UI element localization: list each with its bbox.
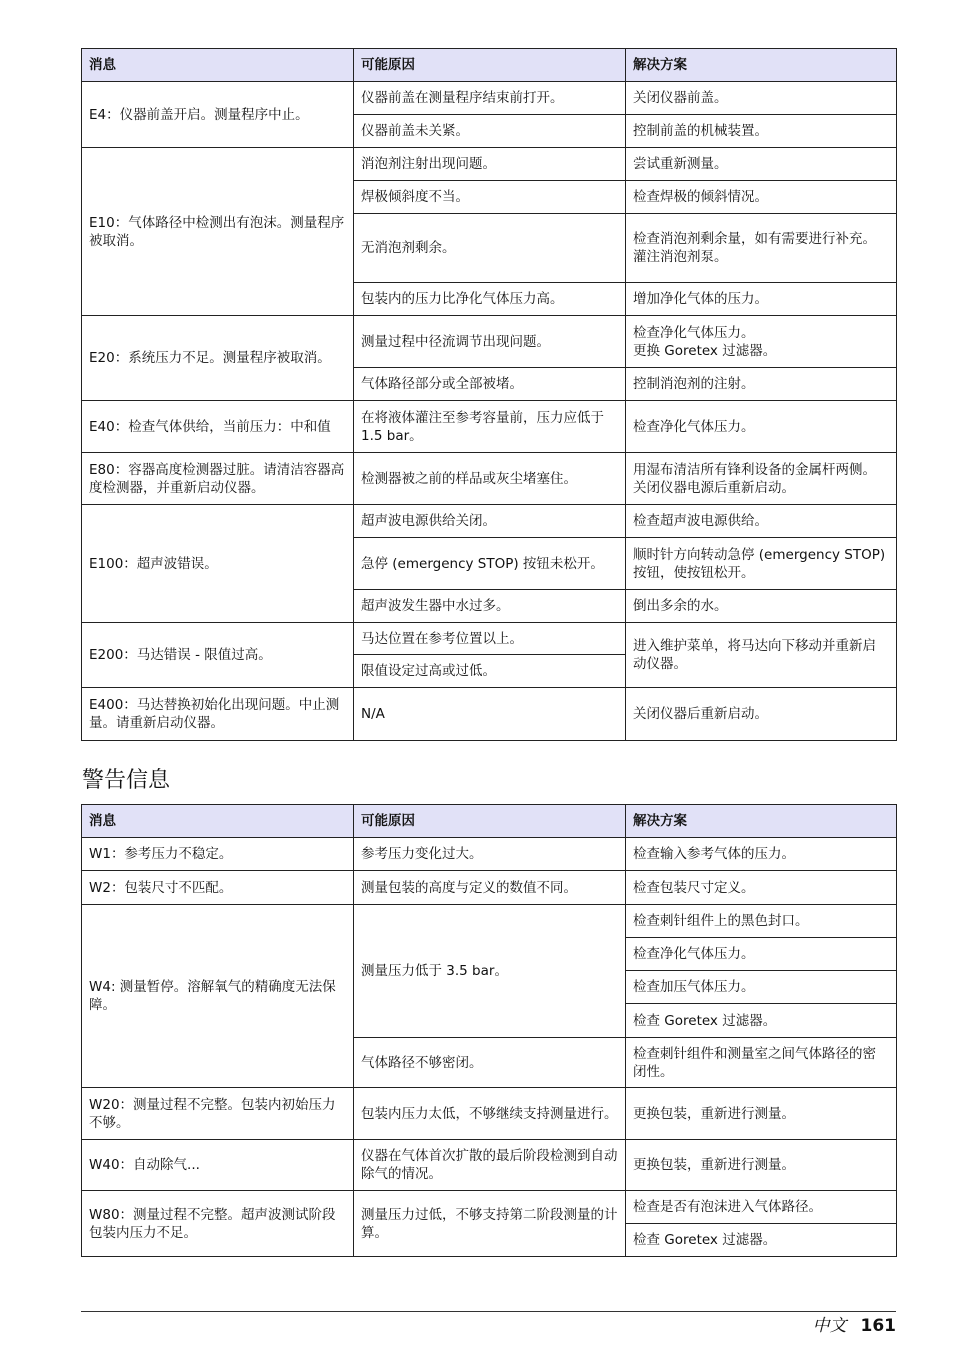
solution-cell: 控制前盖的机械装置。 bbox=[626, 115, 897, 148]
warnings-section-title: 警告信息 bbox=[82, 768, 171, 793]
cause-cell: 焊极倾斜度不当。 bbox=[354, 181, 626, 214]
table-row bbox=[82, 1140, 897, 1191]
solution-cell: 关闭仪器后重新启动。 bbox=[626, 688, 897, 741]
cause-cell: 气体路径部分或全部被堵。 bbox=[354, 368, 626, 401]
table-header-row bbox=[82, 805, 897, 838]
solution-cell: 用湿布清洁所有锋利设备的金属杆两侧。关闭仪器电源后重新启动。 bbox=[626, 453, 897, 505]
message-cell: W40：自动除气... bbox=[82, 1140, 354, 1191]
table-row bbox=[82, 1191, 897, 1224]
solution-cell: 检查加压气体压力。 bbox=[626, 971, 897, 1004]
cause-cell: 包装内的压力比净化气体压力高。 bbox=[354, 283, 626, 316]
table-row bbox=[82, 316, 897, 368]
page-number: 161 bbox=[860, 1316, 896, 1336]
cause-cell: 测量压力低于 3.5 bar。 bbox=[354, 905, 626, 1038]
cause-cell: 超声波电源供给关闭。 bbox=[354, 505, 626, 538]
cause-cell: 包装内压力太低，不够继续支持测量进行。 bbox=[354, 1088, 626, 1140]
footer-language: 中文 bbox=[812, 1316, 847, 1336]
solution-cell: 检查输入参考气体的压力。 bbox=[626, 838, 897, 871]
cause-cell: 急停 (emergency STOP) 按钮未松开。 bbox=[354, 538, 626, 590]
message-cell: E80：容器高度检测器过脏。请清洁容器高度检测器，并重新启动仪器。 bbox=[82, 453, 354, 505]
message-cell: E40：检查气体供给，当前压力：中和值 bbox=[82, 401, 354, 453]
solution-cell: 检查 Goretex 过滤器。 bbox=[626, 1224, 897, 1257]
cause-cell: 在将液体灌注至参考容量前，压力应低于 1.5 bar。 bbox=[354, 401, 626, 453]
warnings-table bbox=[81, 804, 897, 1257]
header-solution: 解决方案 bbox=[626, 805, 897, 838]
solution-cell: 检查超声波电源供给。 bbox=[626, 505, 897, 538]
cause-cell: 参考压力变化过大。 bbox=[354, 838, 626, 871]
message-cell: W20：测量过程不完整。包装内初始压力不够。 bbox=[82, 1088, 354, 1140]
message-cell: W4: 测量暂停。溶解氧气的精确度无法保障。 bbox=[82, 905, 354, 1088]
cause-cell: N/A bbox=[354, 688, 626, 741]
solution-cell: 检查 Goretex 过滤器。 bbox=[626, 1004, 897, 1038]
table-row bbox=[82, 905, 897, 938]
table-row bbox=[82, 838, 897, 871]
solution-cell: 增加净化气体的压力。 bbox=[626, 283, 897, 316]
message-cell: W2：包装尺寸不匹配。 bbox=[82, 871, 354, 905]
message-cell: E200：马达错误 - 限值过高。 bbox=[82, 623, 354, 688]
solution-cell: 检查消泡剂剩余量，如有需要进行补充。 灌注消泡剂泵。 bbox=[626, 214, 897, 283]
table-row bbox=[82, 623, 897, 655]
errors-table bbox=[81, 48, 897, 741]
solution-cell: 倒出多余的水。 bbox=[626, 590, 897, 623]
header-message: 消息 bbox=[82, 805, 354, 838]
solution-cell: 更换包装，重新进行测量。 bbox=[626, 1088, 897, 1140]
page-footer bbox=[813, 1311, 897, 1336]
table-row bbox=[82, 82, 897, 115]
solution-cell: 检查净化气体压力。 bbox=[626, 938, 897, 971]
message-cell: E400：马达替换初始化出现问题。中止测量。请重新启动仪器。 bbox=[82, 688, 354, 741]
message-cell: E10：气体路径中检测出有泡沫。测量程序被取消。 bbox=[82, 148, 354, 316]
solution-cell: 尝试重新测量。 bbox=[626, 148, 897, 181]
solution-cell: 检查净化气体压力。 bbox=[626, 401, 897, 453]
solution-cell: 进入维护菜单，将马达向下移动并重新启动仪器。 bbox=[626, 623, 897, 688]
table-row bbox=[82, 148, 897, 181]
cause-cell: 仪器在气体首次扩散的最后阶段检测到自动除气的情况。 bbox=[354, 1140, 626, 1191]
solution-cell: 控制消泡剂的注射。 bbox=[626, 368, 897, 401]
cause-cell: 限值设定过高或过低。 bbox=[354, 655, 626, 688]
cause-cell: 测量压力过低，不够支持第二阶段测量的计算。 bbox=[354, 1191, 626, 1257]
header-cause: 可能原因 bbox=[354, 49, 626, 82]
table-row bbox=[82, 453, 897, 505]
cause-cell: 超声波发生器中水过多。 bbox=[354, 590, 626, 623]
solution-cell: 更换包装，重新进行测量。 bbox=[626, 1140, 897, 1191]
table-row bbox=[82, 505, 897, 538]
header-solution: 解决方案 bbox=[626, 49, 897, 82]
table-row bbox=[82, 401, 897, 453]
solution-cell: 检查是否有泡沫进入气体路径。 bbox=[626, 1191, 897, 1224]
solution-cell: 顺时针方向转动急停 (emergency STOP) 按钮，使按钮松开。 bbox=[626, 538, 897, 590]
header-cause: 可能原因 bbox=[354, 805, 626, 838]
header-message: 消息 bbox=[82, 49, 354, 82]
footer-divider bbox=[81, 1311, 896, 1312]
cause-cell: 消泡剂注射出现问题。 bbox=[354, 148, 626, 181]
solution-cell: 关闭仪器前盖。 bbox=[626, 82, 897, 115]
cause-cell: 仪器前盖未关紧。 bbox=[354, 115, 626, 148]
table-row bbox=[82, 688, 897, 741]
solution-cell: 检查刺针组件上的黑色封口。 bbox=[626, 905, 897, 938]
table-row bbox=[82, 1088, 897, 1140]
cause-cell: 检测器被之前的样品或灰尘堵塞住。 bbox=[354, 453, 626, 505]
message-cell: E20：系统压力不足。测量程序被取消。 bbox=[82, 316, 354, 401]
solution-cell: 检查刺针组件和测量室之间气体路径的密闭性。 bbox=[626, 1038, 897, 1088]
message-cell: W80：测量过程不完整。超声波测试阶段包装内压力不足。 bbox=[82, 1191, 354, 1257]
cause-cell: 马达位置在参考位置以上。 bbox=[354, 623, 626, 655]
cause-cell: 测量包装的高度与定义的数值不同。 bbox=[354, 871, 626, 905]
table-header-row bbox=[82, 49, 897, 82]
message-cell: E100：超声波错误。 bbox=[82, 505, 354, 623]
message-cell: W1：参考压力不稳定。 bbox=[82, 838, 354, 871]
message-cell: E4：仪器前盖开启。测量程序中止。 bbox=[82, 82, 354, 148]
cause-cell: 测量过程中径流调节出现问题。 bbox=[354, 316, 626, 368]
cause-cell: 仪器前盖在测量程序结束前打开。 bbox=[354, 82, 626, 115]
solution-cell: 检查净化气体压力。 更换 Goretex 过滤器。 bbox=[626, 316, 897, 368]
table-row bbox=[82, 871, 897, 905]
solution-cell: 检查包装尺寸定义。 bbox=[626, 871, 897, 905]
cause-cell: 无消泡剂剩余。 bbox=[354, 214, 626, 283]
solution-cell: 检查焊极的倾斜情况。 bbox=[626, 181, 897, 214]
cause-cell: 气体路径不够密闭。 bbox=[354, 1038, 626, 1088]
